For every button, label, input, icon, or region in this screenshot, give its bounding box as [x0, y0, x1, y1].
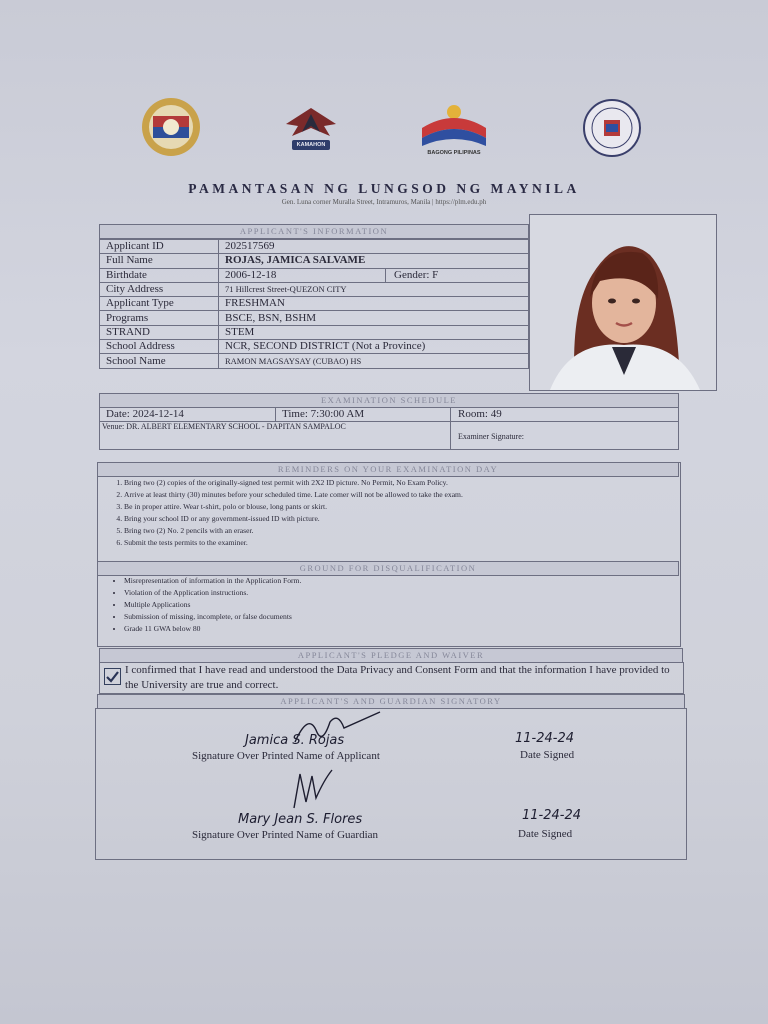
exam-room: Room: 49 — [458, 408, 502, 420]
table-row — [100, 268, 529, 282]
checkmark-icon — [105, 669, 120, 684]
signatory-box — [95, 708, 687, 860]
table-row — [100, 282, 529, 296]
examiner-signature-label: Examiner Signature: — [458, 432, 524, 441]
table-row — [100, 325, 529, 339]
field-value: 202517569 — [219, 240, 529, 254]
table-row — [100, 340, 529, 354]
field-label: Applicant ID — [100, 240, 219, 254]
list-item: • Multiple Applications — [124, 599, 684, 611]
field-label: Full Name — [100, 254, 219, 268]
university-address: Gen. Luna corner Muralla Street, Intramuros, Manila | https://plm.edu.ph — [281, 198, 487, 206]
field-label: School Address — [100, 340, 219, 354]
bagong-pilipinas-text: BAGONG PILIPINAS — [427, 150, 481, 156]
section-disqualification: GROUND FOR DISQUALIFICATION — [97, 561, 679, 576]
manila-seal-logo — [572, 98, 652, 158]
field-value: RAMON MAGSAYSAY (CUBAO) HS — [219, 354, 529, 368]
applicant-info-table — [99, 239, 529, 369]
exam-schedule-box — [99, 407, 679, 450]
applicant-date: 11-24-24 — [515, 731, 575, 746]
list-item: 6. Submit the tests permits to the examiner. — [124, 537, 684, 549]
applicant-date-caption: Date Signed — [520, 749, 575, 761]
guardian-date: 11-24-24 — [522, 808, 582, 823]
list-item: • Submission of missing, incomplete, or false documents — [124, 611, 684, 623]
section-reminders: REMINDERS ON YOUR EXAMINATION DAY — [97, 462, 679, 477]
kamahon-logo — [278, 102, 344, 154]
applicant-signature-caption: Signature Over Printed Name of Applicant — [192, 750, 380, 762]
list-item: • Violation of the Application instructions. — [124, 587, 684, 599]
exam-time: Time: 7:30:00 AM — [282, 408, 365, 420]
field-label: Applicant Type — [100, 297, 219, 311]
section-pledge: APPLICANT'S PLEDGE AND WAIVER — [99, 648, 683, 663]
exam-date: Date: 2024-12-14 — [106, 408, 184, 420]
guardian-date-caption: Date Signed — [518, 828, 573, 840]
list-item: 3. Be in proper attire. Wear t-shirt, polo or blouse, long pants or skirt. — [124, 501, 684, 513]
list-item: • Grade 11 GWA below 80 — [124, 623, 684, 635]
field-label: Birthdate — [100, 268, 219, 282]
plm-seal-logo — [128, 96, 214, 158]
guardian-signature-caption: Signature Over Printed Name of Guardian — [192, 829, 379, 841]
bagong-pilipinas-logo — [412, 98, 496, 160]
waiver-text: I confirmed that I have read and understood the Data Privacy and Consent Form and that the information I have provided to the University are true and correct. — [125, 664, 670, 691]
table-row — [100, 240, 529, 254]
reminders-list — [108, 477, 684, 549]
disqualification-list — [108, 575, 684, 635]
gender-value: Gender: F — [385, 269, 438, 282]
field-value — [219, 268, 529, 282]
exam-venue: Venue: DR. ALBERT ELEMENTARY SCHOOL - DAPITAN SAMPALOC — [102, 422, 346, 431]
list-item: • Misrepresentation of information in the Application Form. — [124, 575, 684, 587]
birthdate-value: 2006-12-18 — [225, 268, 277, 281]
field-label: School Name — [100, 354, 219, 368]
field-label: City Address — [100, 282, 219, 296]
table-row — [100, 354, 529, 368]
section-applicant-info: APPLICANT'S INFORMATION — [99, 224, 529, 239]
table-row — [100, 254, 529, 268]
field-value: BSCE, BSN, BSHM — [219, 311, 529, 325]
field-value: NCR, SECOND DISTRICT (Not a Province) — [219, 340, 529, 354]
university-title: PAMANTASAN NG LUNGSOD NG MAYNILA — [188, 181, 580, 196]
table-row — [100, 297, 529, 311]
field-value: ROJAS, JAMICA SALVAME — [219, 254, 529, 268]
field-value: STEM — [219, 325, 529, 339]
field-label: STRAND — [100, 325, 219, 339]
guardian-signature-scrawl — [288, 768, 338, 814]
list-item: 5. Bring two (2) No. 2 pencils with an eraser. — [124, 525, 684, 537]
list-item: 2. Arrive at least thirty (30) minutes before your scheduled time. Late comer will not be allowed to take the exam. — [124, 489, 684, 501]
section-signatory: APPLICANT'S AND GUARDIAN SIGNATORY — [97, 694, 685, 709]
table-row — [100, 311, 529, 325]
section-exam-schedule: EXAMINATION SCHEDULE — [99, 393, 679, 408]
guardian-signature: Mary Jean S. Flores — [238, 812, 363, 827]
field-value: 71 Hillcrest Street-QUEZON CITY — [219, 282, 529, 296]
kamahon-logo-text: KAMAHON — [296, 142, 326, 148]
field-value: FRESHMAN — [219, 297, 529, 311]
field-label: Programs — [100, 311, 219, 325]
consent-checkbox[interactable] — [104, 668, 121, 685]
applicant-signature: Jamica S. Rojas — [245, 733, 345, 748]
list-item: 4. Bring your school ID or any government-issued ID with picture. — [124, 513, 684, 525]
list-item: 1. Bring two (2) copies of the originally-signed test permit with 2X2 ID picture. No Permit, No Exam Policy. — [124, 477, 684, 489]
applicant-photo — [529, 214, 717, 391]
